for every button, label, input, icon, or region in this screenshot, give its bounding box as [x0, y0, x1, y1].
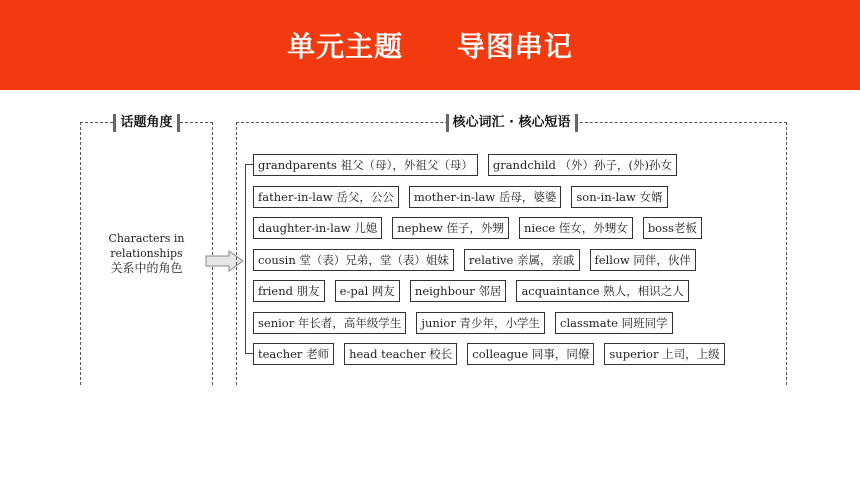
vocab-tag: superior 上司，上级: [604, 343, 724, 365]
vocab-tag: daughter-in-law 儿媳: [253, 217, 382, 239]
vocab-tag: colleague 同事，同僚: [467, 343, 594, 365]
vocab-tag: relative 亲属，亲戚: [464, 249, 580, 271]
topic-en-line1: Characters in: [108, 232, 185, 245]
vocab-tag: e-pal 网友: [335, 280, 400, 302]
topic-en-line2: relationships: [110, 247, 183, 260]
title-banner: [0, 0, 860, 90]
vocab-tag: mother-in-law 岳母，婆婆: [409, 186, 562, 208]
vocab-rows: [253, 154, 735, 375]
vocab-tag: head teacher 校长: [344, 343, 457, 365]
vocab-tag: fellow 同伴，伙伴: [590, 249, 696, 271]
topic-angle-panel: [80, 115, 213, 385]
vocab-tag: senior 年长者，高年级学生: [253, 312, 406, 334]
vocab-row: [253, 154, 735, 176]
vocab-tag: niece 侄女，外甥女: [519, 217, 633, 239]
vocabulary-heading: 核心词汇 · 核心短语: [446, 114, 578, 132]
vocab-tag: classmate 同班同学: [555, 312, 673, 334]
vocab-row: [253, 280, 735, 302]
vocab-tag: teacher 老师: [253, 343, 334, 365]
vocab-tag: boss老板: [643, 217, 702, 239]
banner-title: 单元主题 导图串记: [287, 30, 573, 63]
vocab-row: [253, 186, 735, 208]
vocab-tag: father-in-law 岳父，公公: [253, 186, 399, 208]
vocab-row: [253, 312, 735, 334]
vocab-tag: acquaintance 熟人，相识之人: [516, 280, 688, 302]
vocab-tag: neighbour 邻居: [410, 280, 507, 302]
vocab-row: [253, 249, 735, 271]
vocab-tag: grandparents 祖父（母），外祖父（母）: [253, 154, 478, 176]
vocab-tag: nephew 侄子，外甥: [392, 217, 509, 239]
topic-angle-heading: 话题角度: [113, 114, 179, 132]
vocab-tag: son-in-law 女婿: [571, 186, 667, 208]
topic-text: [81, 231, 212, 276]
vocab-tag: grandchild （外）孙子，(外)孙女: [488, 154, 677, 176]
vocab-tag: junior 青少年，小学生: [416, 312, 545, 334]
vocab-tag: cousin 堂（表）兄弟，堂（表）姐妹: [253, 249, 454, 271]
vocab-row: [253, 343, 735, 365]
vocab-tag: friend 朋友: [253, 280, 325, 302]
vocab-row: [253, 217, 735, 239]
topic-cn: 关系中的角色: [110, 261, 183, 275]
